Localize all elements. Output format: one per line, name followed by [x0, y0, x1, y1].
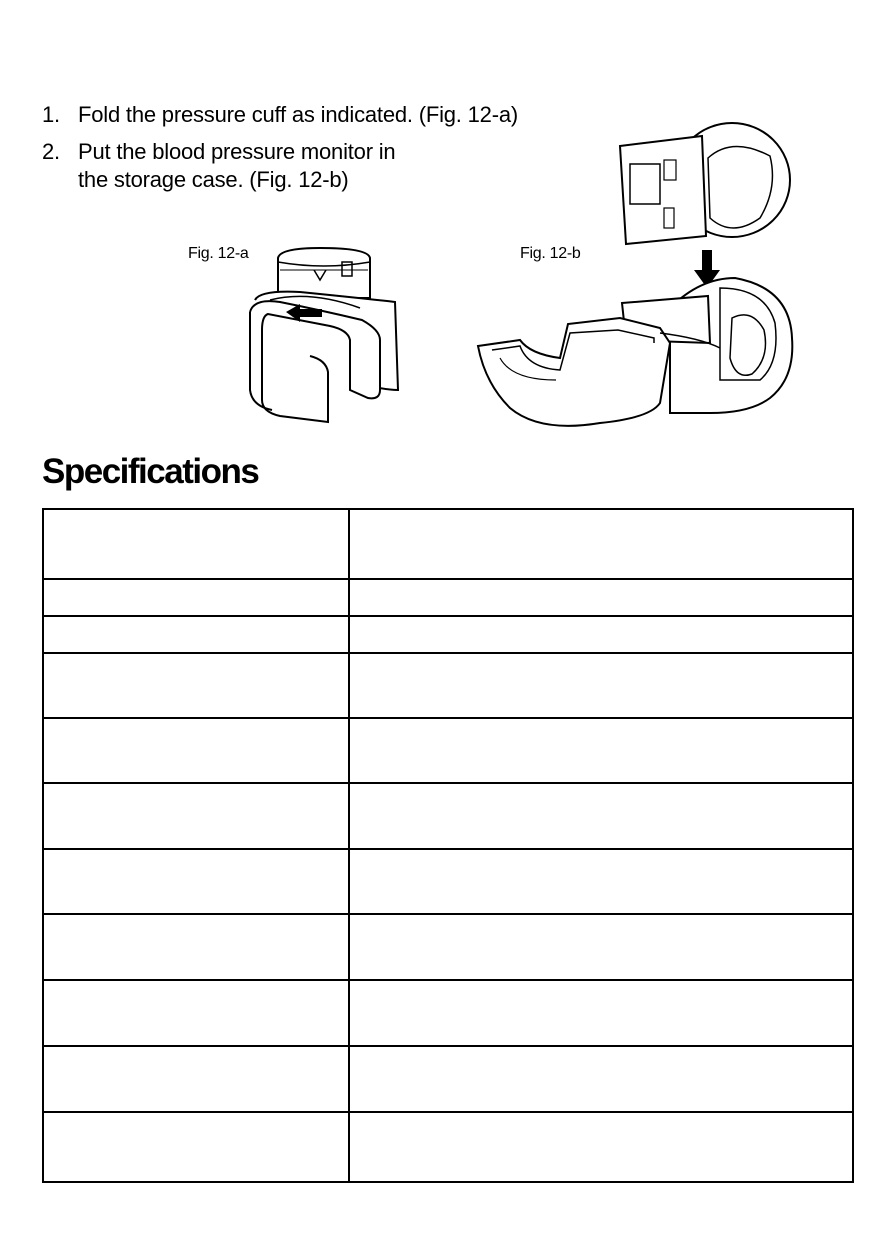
figure-12b-label: Fig. 12-b: [520, 245, 581, 262]
instruction-list: [42, 98, 518, 196]
spec-value: [349, 914, 853, 980]
spec-label: [43, 653, 349, 718]
specifications-table: [42, 508, 854, 1183]
specifications-heading: Specifications: [42, 452, 259, 491]
table-row: [43, 1112, 853, 1182]
table-row: [43, 980, 853, 1046]
folded-cuff-illustration: [240, 240, 415, 430]
spec-label: [43, 980, 349, 1046]
spec-label: [43, 509, 349, 579]
spec-value: [349, 1046, 853, 1112]
step-text: Put the blood pressure monitor in: [78, 139, 396, 164]
table-row: [43, 849, 853, 914]
table-row: [43, 1046, 853, 1112]
step-text: the storage case. (Fig. 12-b): [78, 167, 349, 192]
spec-label: [43, 849, 349, 914]
spec-value: [349, 1112, 853, 1182]
spec-value: [349, 980, 853, 1046]
monitor-into-case-illustration: [470, 118, 810, 443]
table-row: [43, 783, 853, 849]
spec-value: [349, 653, 853, 718]
step-number: 1.: [42, 102, 60, 127]
step-text: Fold the pressure cuff as indicated. (Fig. 12-a): [78, 102, 518, 127]
spec-value: [349, 579, 853, 616]
table-row: [43, 509, 853, 579]
spec-value: [349, 849, 853, 914]
table-row: [43, 616, 853, 653]
spec-label: [43, 783, 349, 849]
table-row: [43, 579, 853, 616]
figure-12a-label: Fig. 12-a: [188, 245, 249, 262]
table-row: [43, 718, 853, 783]
spec-label: [43, 1046, 349, 1112]
instruction-step-2: [42, 135, 518, 196]
table-row: [43, 653, 853, 718]
spec-value: [349, 718, 853, 783]
spec-label: [43, 718, 349, 783]
step-number: 2.: [42, 139, 60, 164]
spec-label: [43, 579, 349, 616]
table-row: [43, 914, 853, 980]
spec-value: [349, 783, 853, 849]
spec-label: [43, 914, 349, 980]
instruction-step-1: [42, 98, 518, 131]
spec-label: [43, 616, 349, 653]
spec-value: [349, 616, 853, 653]
spec-value: [349, 509, 853, 579]
spec-label: [43, 1112, 349, 1182]
